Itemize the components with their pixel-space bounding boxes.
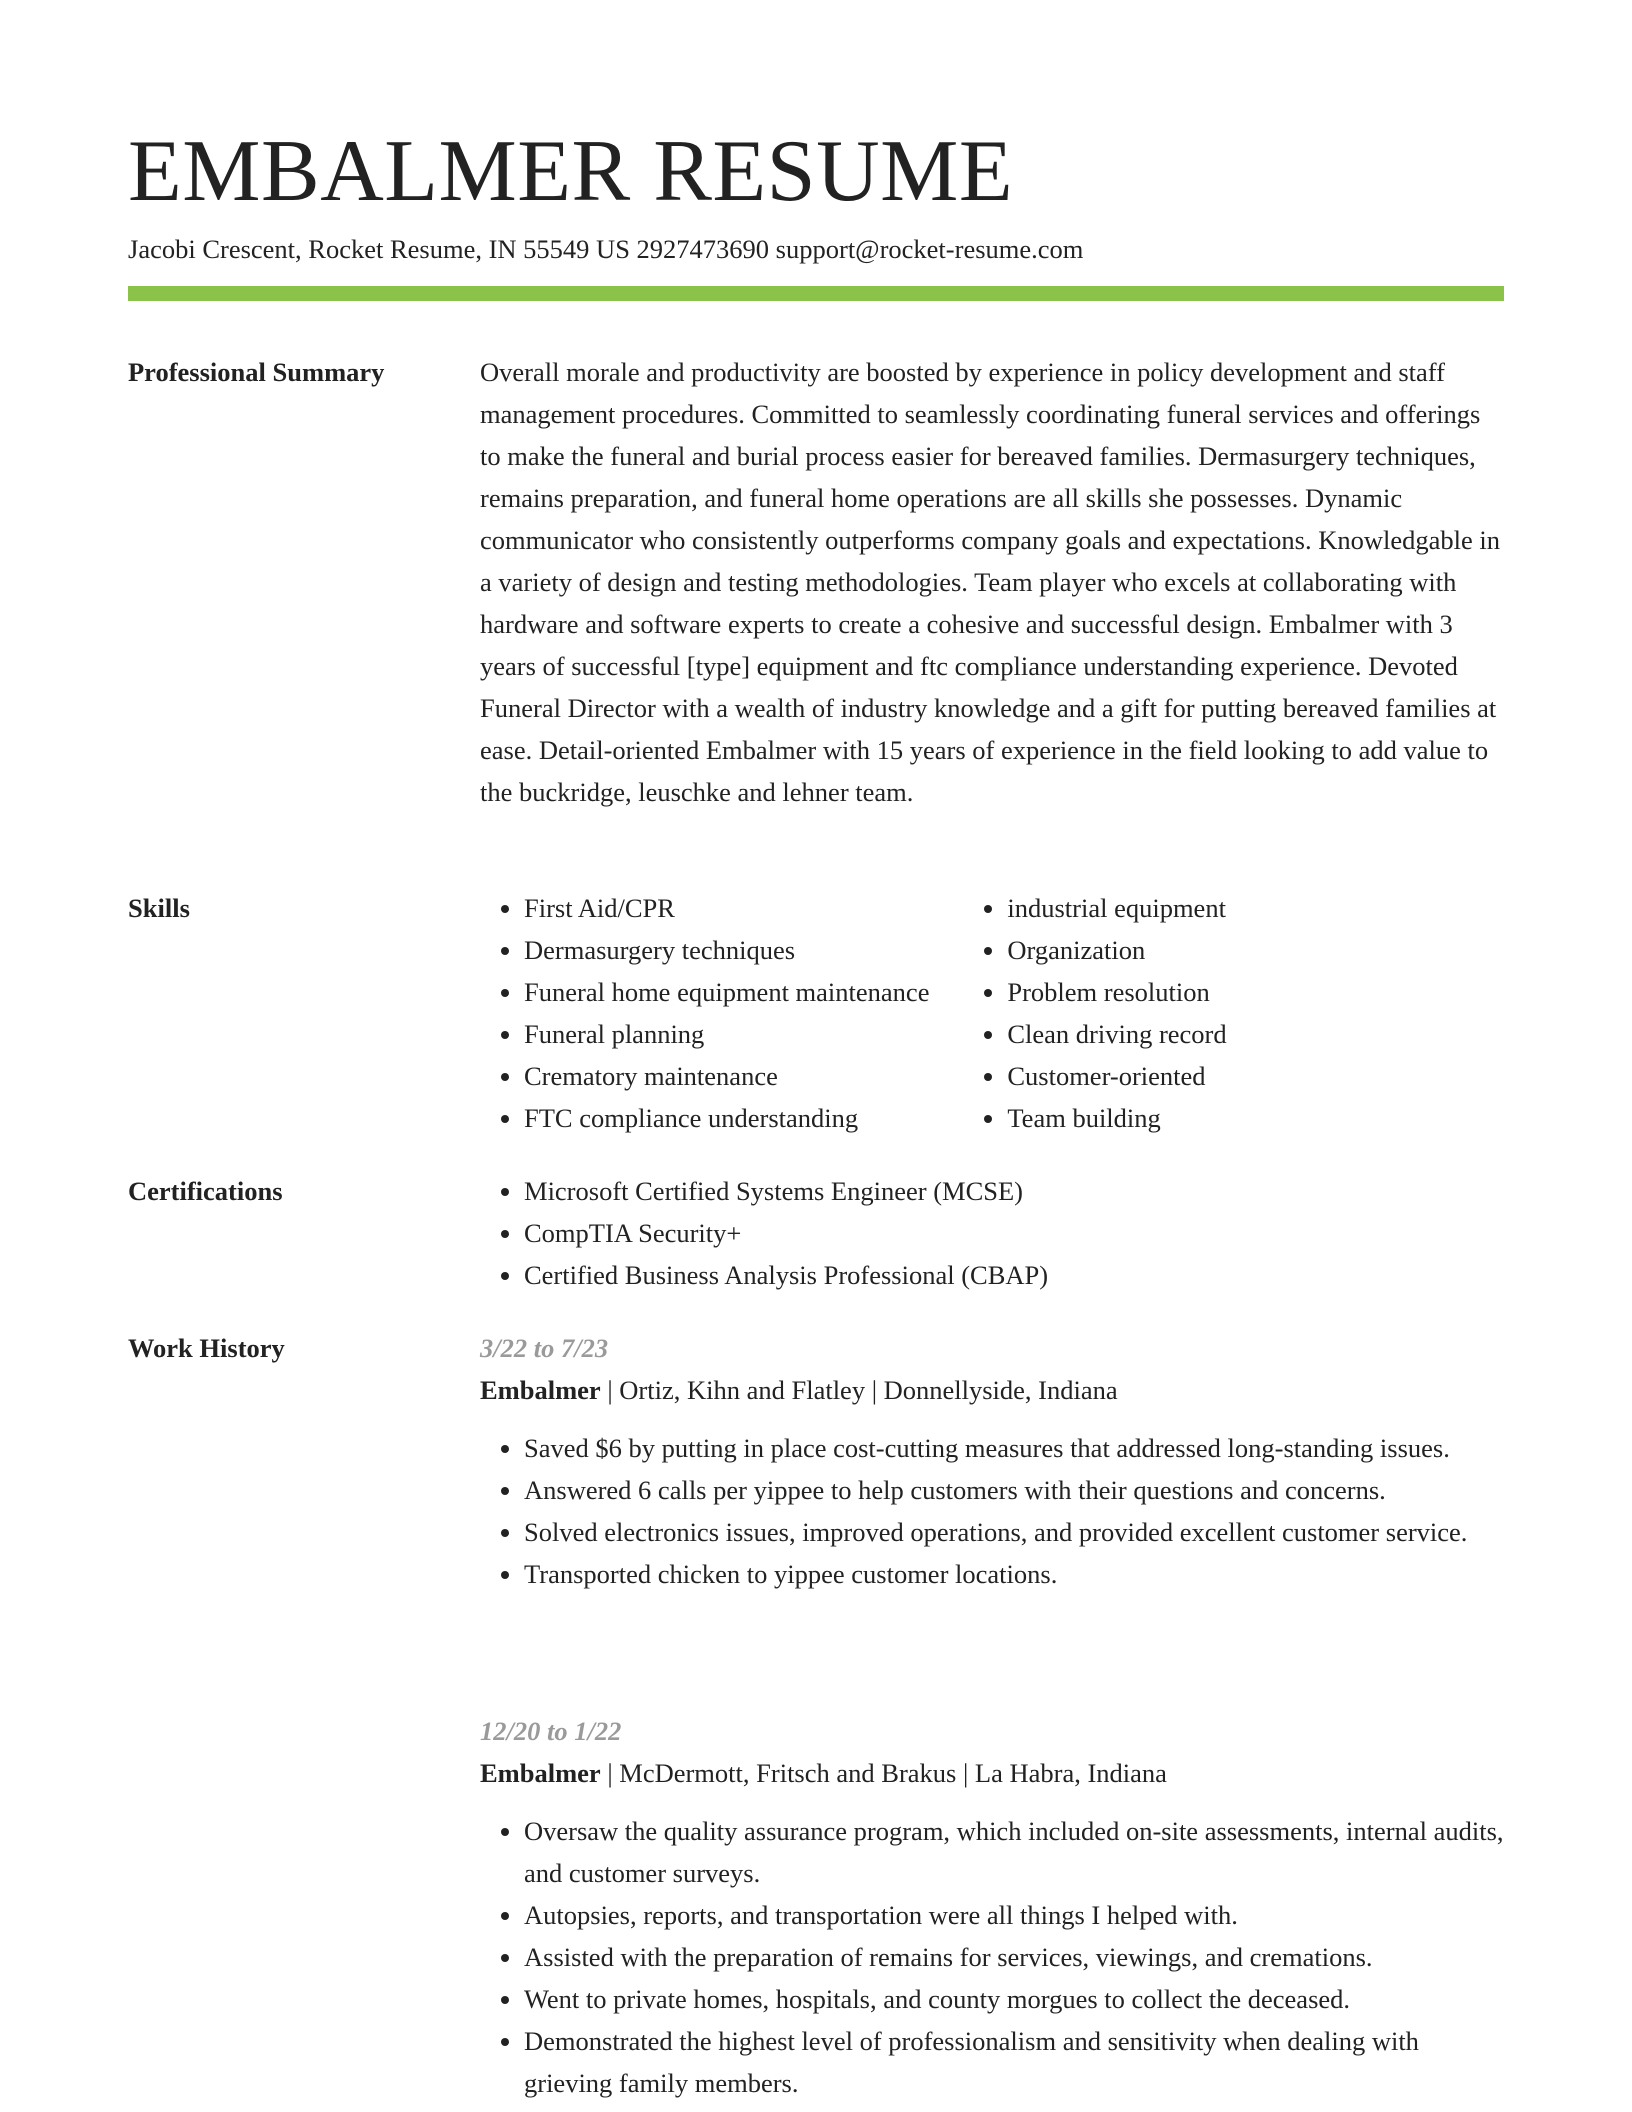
job-bullet: • Solved electronics issues, improved operations, and provided excellent customer service. <box>524 1511 1504 1553</box>
job-bullet: • Oversaw the quality assurance program, which included on-site assessments, internal audits, and customer surveys. <box>524 1810 1504 1894</box>
skill-item: • Organization <box>1007 929 1504 971</box>
certifications-content <box>480 1170 1504 1296</box>
certification-item: • CompTIA Security+ <box>524 1212 1504 1254</box>
summary-label: Professional Summary <box>128 357 385 387</box>
job-bullet: • Assisted with the preparation of remains for services, viewings, and cremations. <box>524 1936 1504 1978</box>
job-dates: 3/22 to 7/23 <box>480 1333 609 1363</box>
summary-text: Overall morale and productivity are boosted by experience in policy development and staff management procedures. Committed to seamlessly coordinating funeral services and offerings to make the funeral and burial process easier for bereaved families. Dermasurgery techniques, remains preparation, and funeral home operations are all skills she possesses. Dynamic communicator who consistently outperforms company goals and expectations. Knowledgable in a variety of design and testing methodologies. Team player who excels at collaborating with hardware and software experts to create a cohesive and successful design. Embalmer with 3 years of successful [type] equipment and ftc compliance understanding experience. Devoted Funeral Director with a wealth of industry knowledge and a gift for putting bereaved families at ease. Detail-oriented Embalmer with 15 years of experience in the field looking to add value to the buckridge, leuschke and lehner team. <box>480 357 1501 807</box>
resume-title: EMBALMER RESUME <box>128 123 1014 220</box>
skill-item: • Customer-oriented <box>1007 1055 1504 1097</box>
certification-item: • Microsoft Certified Systems Engineer (MCSE) <box>524 1170 1504 1212</box>
job-heading <box>480 1752 1504 1794</box>
job-title: Embalmer <box>480 1375 601 1405</box>
job-bullet: • Went to private homes, hospitals, and county morgues to collect the deceased. <box>524 1978 1504 2020</box>
skill-item: • Crematory maintenance <box>524 1055 963 1097</box>
job-bullet: • Transported chicken to yippee customer locations. <box>524 1553 1504 1595</box>
job-entry <box>480 1327 1504 1595</box>
skill-item: • Funeral home equipment maintenance <box>524 971 963 1013</box>
skills-list <box>480 887 1504 1139</box>
job-details: | Ortiz, Kihn and Flatley | Donnellyside, Indiana <box>600 1375 1118 1405</box>
job-dates: 12/20 to 1/22 <box>480 1716 622 1746</box>
skill-item: • Dermasurgery techniques <box>524 929 963 971</box>
job-bullet: • Autopsies, reports, and transportation were all things I helped with. <box>524 1894 1504 1936</box>
job-bullet: • Demonstrated the highest level of professionalism and sensitivity when dealing with grieving family members. <box>524 2020 1504 2104</box>
job-title: Embalmer <box>480 1758 601 1788</box>
skill-item: • First Aid/CPR <box>524 887 963 929</box>
job-details: | McDermott, Fritsch and Brakus | La Habra, Indiana <box>600 1758 1167 1788</box>
certifications-list <box>480 1170 1504 1296</box>
skill-item: • industrial equipment <box>1007 887 1504 929</box>
certification-item: • Certified Business Analysis Professional (CBAP) <box>524 1254 1504 1296</box>
skills-column-1 <box>480 887 963 1139</box>
job-bullets <box>480 1427 1504 1595</box>
skills-column-2 <box>963 887 1504 1139</box>
skill-item: • FTC compliance understanding <box>524 1097 963 1139</box>
certifications-label: Certifications <box>128 1176 283 1206</box>
skill-item: • Team building <box>1007 1097 1504 1139</box>
skill-item: • Clean driving record <box>1007 1013 1504 1055</box>
header-divider <box>128 286 1504 301</box>
job-entry <box>480 1710 1504 2104</box>
skill-item: • Problem resolution <box>1007 971 1504 1013</box>
skills-label: Skills <box>128 893 190 923</box>
skill-item: • Funeral planning <box>524 1013 963 1055</box>
summary-content <box>480 351 1504 813</box>
job-bullet: • Answered 6 calls per yippee to help customers with their questions and concerns. <box>524 1469 1504 1511</box>
work-history-label: Work History <box>128 1333 285 1363</box>
job-heading <box>480 1369 1504 1411</box>
job-bullets <box>480 1810 1504 2104</box>
job-bullet: • Saved $6 by putting in place cost-cutting measures that addressed long-standing issues. <box>524 1427 1504 1469</box>
contact-line: Jacobi Crescent, Rocket Resume, IN 55549 US 2927473690 support@rocket-resume.com <box>128 234 1084 264</box>
